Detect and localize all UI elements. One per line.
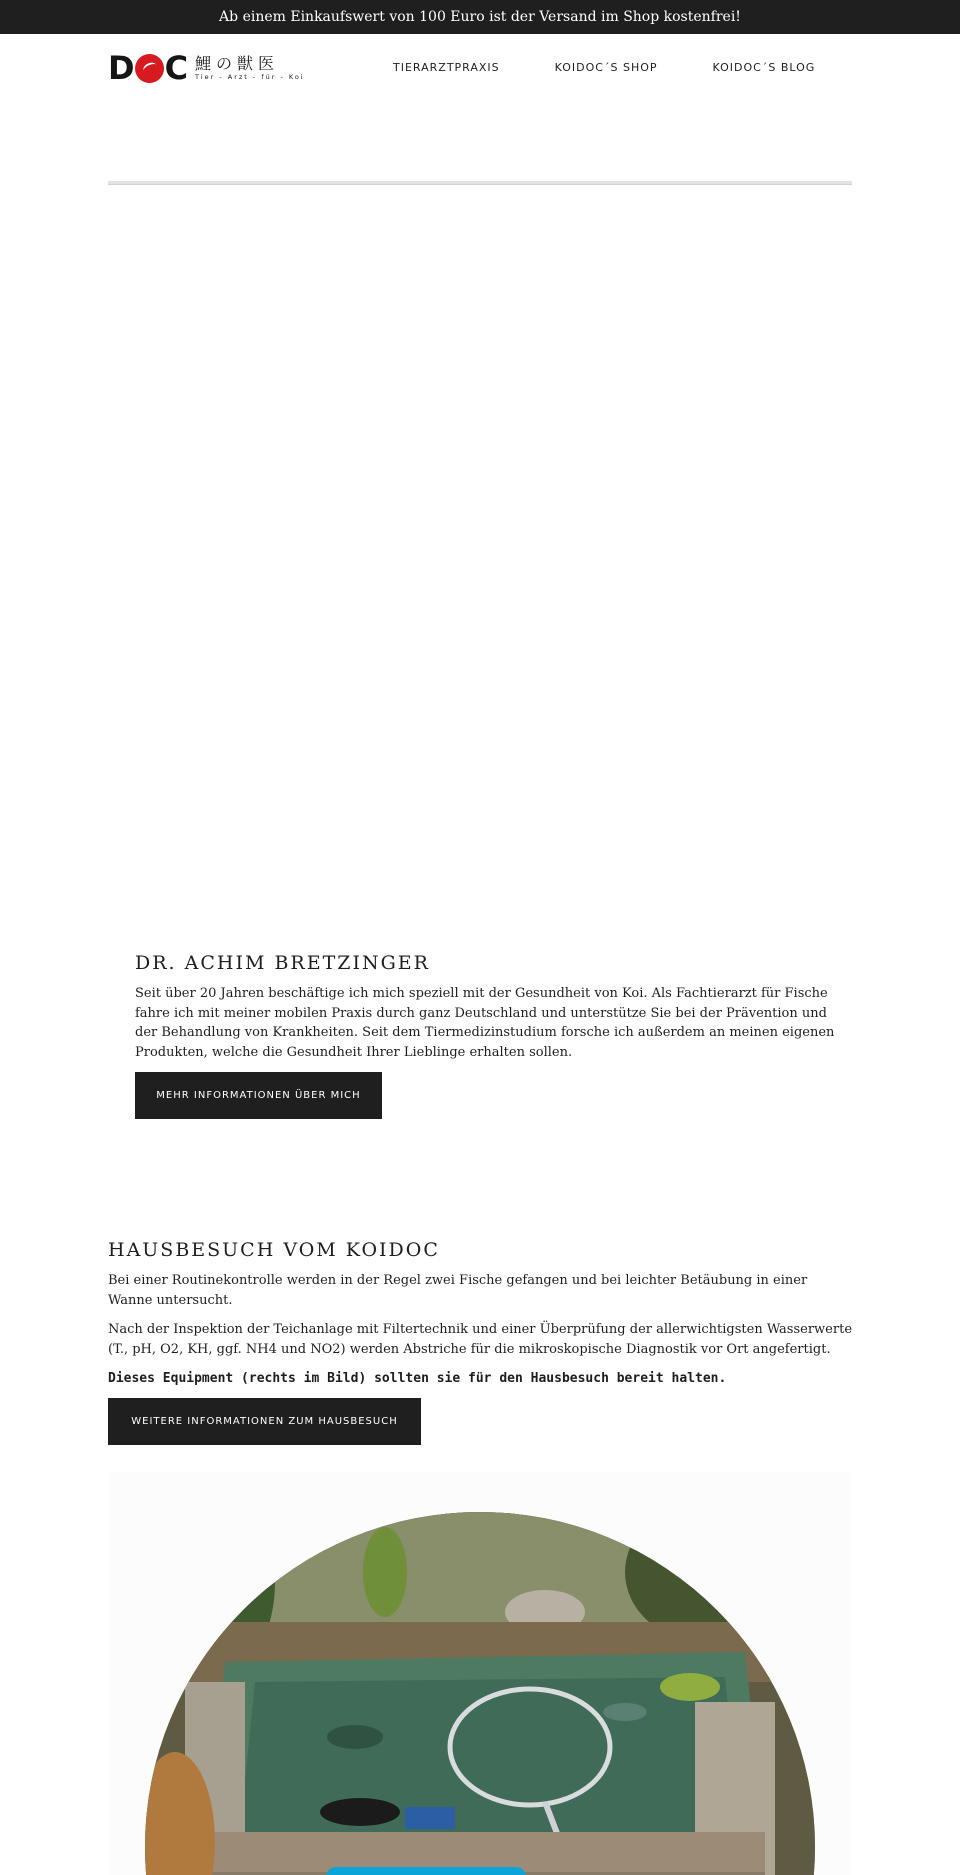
nav-item-blog[interactable]: KOIDOC´S BLOG: [712, 61, 816, 74]
logo-japanese: 鯉の獣医: [195, 53, 280, 73]
koi-pond-image: [145, 1512, 815, 1875]
koi-pond-illustration: [145, 1512, 815, 1875]
visit-equipment-note: Dieses Equipment (rechts im Bild) sollten sie für den Hausbesuch bereit halten.: [108, 1371, 727, 1386]
visit-more-button[interactable]: WEITERE INFORMATIONEN ZUM HAUSBESUCH: [108, 1398, 421, 1445]
announcement-text: Ab einem Einkaufswert von 100 Euro ist der Versand im Shop kostenfrei!: [219, 9, 741, 25]
header-divider: [108, 181, 852, 185]
logo-letter-d: D: [108, 49, 134, 87]
about-more-button[interactable]: MEHR INFORMATIONEN ÜBER MICH: [135, 1072, 382, 1119]
about-text: Seit über 20 Jahren beschäftige ich mich speziell mit der Gesundheit von Koi. Als Fachtierarzt für Fische fahre ich mit meiner mobilen Praxis durch ganz Deutschland und unterstütze Sie bei der Prävention und der Behandlung von Krankheiten. Seit dem Tiermedizinstudium forsche ich außerdem an meinen eigenen Produkten, welche die Gesundheit Ihrer Lieblinge erhalten sollen.: [135, 986, 835, 1060]
visit-paragraph-1: Bei einer Routinekontrolle werden in der Regel zwei Fische gefangen und bei leichter Betäubung in einer Wanne untersucht.: [108, 1273, 808, 1308]
logo-text: [195, 55, 305, 82]
site-logo[interactable]: [108, 50, 308, 86]
about-heading: DR. ACHIM BRETZINGER: [135, 952, 430, 974]
house-visit-section: [108, 1237, 852, 1445]
announcement-bar: [0, 0, 960, 34]
visit-paragraph-2: Nach der Inspektion der Teichanlage mit Filtertechnik und einer Überprüfung der allerwichtigsten Wasserwerte (T., pH, O2, KH, ggf. NH4 und NO2) werden Abstriche für die mikroskopische Diagnostik vor Ort angefertigt.: [108, 1322, 853, 1357]
site-header: [0, 34, 960, 102]
hero-image-placeholder: [108, 186, 852, 936]
logo-doc-mark: [108, 49, 188, 87]
logo-letter-c: C: [164, 49, 188, 87]
nav-item-tierarztpraxis[interactable]: TIERARZTPRAXIS: [393, 61, 500, 74]
main-nav: [385, 60, 862, 76]
pond-image-frame: [108, 1472, 852, 1875]
about-section: [135, 950, 850, 1119]
blue-badge-shape: [326, 1867, 526, 1875]
koi-circle-icon: [135, 54, 164, 83]
logo-subtitle: Tier - Arzt - für - Koi: [195, 72, 305, 81]
visit-heading: HAUSBESUCH VOM KOIDOC: [108, 1239, 440, 1261]
nav-item-shop[interactable]: KOIDOC´S SHOP: [554, 61, 658, 74]
